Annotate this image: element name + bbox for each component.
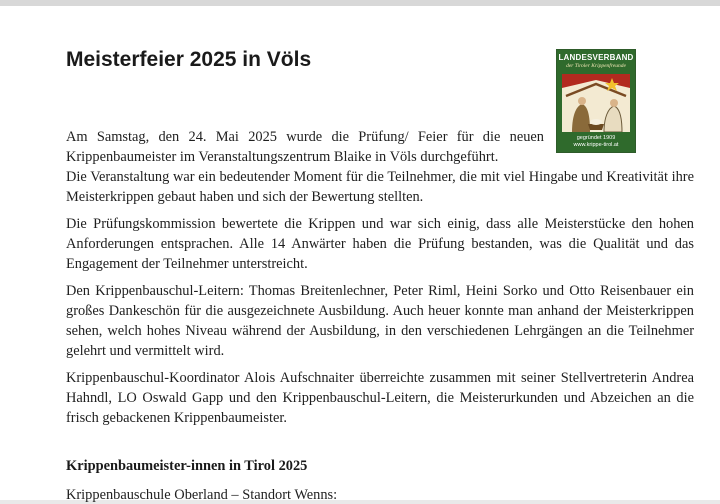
- document-title: Meisterfeier 2025 in Völs: [66, 48, 312, 71]
- logo-name: LANDESVERBAND: [558, 53, 634, 62]
- paragraph-1-rest: Die Veranstaltung war ein bedeutender Moment für die Teilnehmer, die mit viel Hingabe und Kreativität ihre Meisterkrippen gebaut haben und sich der Bewertung stellten.: [66, 169, 694, 205]
- paragraph-1-line-1: Am Samstag, den 24. Mai 2025 wurde die Prüfung/ Feier für die neuen: [66, 129, 544, 145]
- paragraph-4: Krippenbauschul-Koordinator Alois Aufschnaiter überreichte zusammen mit seiner Stellvertreterin Andrea Hahndl, LO Oswald Gapp und den Krippenbauschul-Leitern, die Meisterurkunden und Abzeichen an die frisch gebackenen Krippenbaumeister.: [66, 370, 694, 426]
- logo-founded: gegründet 1909: [576, 135, 616, 141]
- nativity-scene-icon: [562, 74, 630, 132]
- paragraph-1: [66, 127, 694, 207]
- paragraph-2: Die Prüfungskommission bewertete die Krippen und war sich einig, dass alle Meisterstücke den hohen Anforderungen entsprachen. Alle 14 Anwärter haben die Prüfung bestanden, was die Qualität und das Engagement der Teilnehmer unterstreicht.: [66, 216, 694, 272]
- paragraph-3: Den Krippenbauschul-Leitern: Thomas Breitenlechner, Peter Riml, Heini Sorko und Otto Reisenbauer ein großes Dankeschön für die ausgezeichnete Ausbildung. Auch heuer konnte man anhand der Meisterkrippen sehen, welch hohes Niveau während der Ausbildung, in den verschiedenen Lehrgängen an die Teilnehmer gelehrt und vermittelt wird.: [66, 283, 694, 359]
- logo-subtitle: der Tiroler Krippenfreunde: [566, 63, 626, 69]
- paragraph-1-line-2: Krippenbaumeister im Veranstaltungszentrum Blaike in Völs durchgeführt.: [66, 149, 499, 165]
- logo-url: www.krippe-tirol.at: [573, 142, 619, 148]
- section-subheading: Krippenbauschule Oberland – Standort Wenns:: [66, 487, 338, 503]
- section-heading: Krippenbaumeister-innen in Tirol 2025: [66, 458, 308, 474]
